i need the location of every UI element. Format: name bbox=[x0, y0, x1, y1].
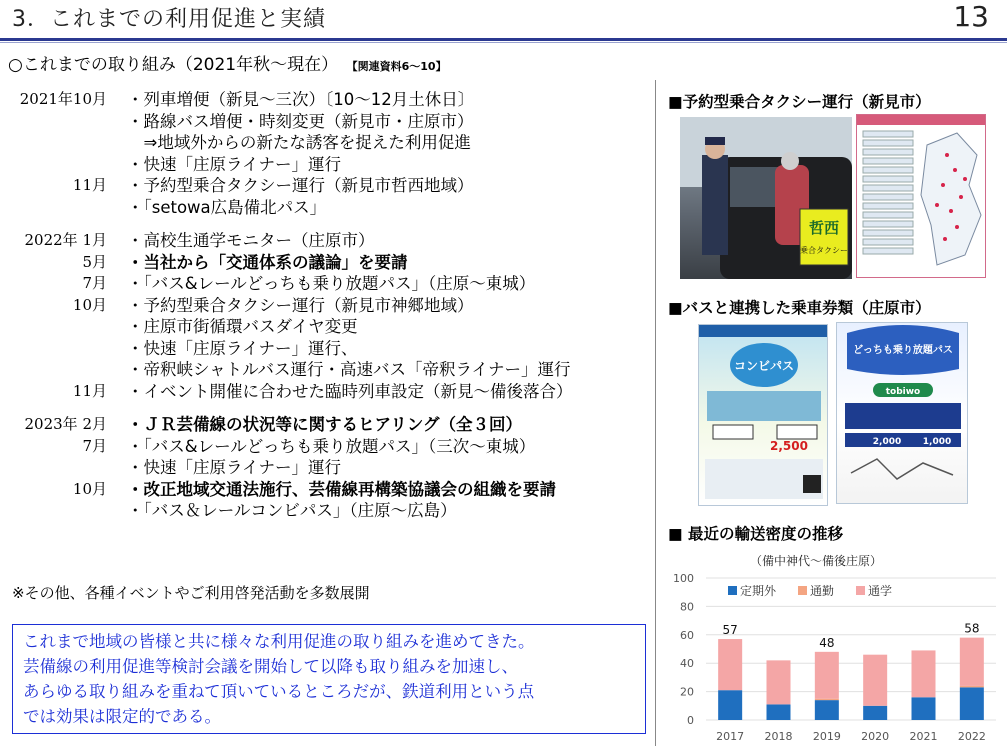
chart-section-title: ■ 最近の輸送密度の推移 bbox=[668, 525, 844, 543]
bar-segment-定期外 bbox=[815, 700, 839, 720]
y-tick-label: 20 bbox=[680, 685, 694, 699]
timeline-date: 2023年 2月 bbox=[24, 415, 107, 433]
timeline-row bbox=[12, 227, 652, 249]
both-ways-pass-flyer bbox=[836, 322, 968, 504]
timeline-date: 11月 bbox=[72, 176, 107, 194]
page-title: 3．これまでの利用促進と実績 bbox=[12, 7, 326, 32]
timeline-item-text: ⇒地域外からの新たな誘客を捉えた利用促進 bbox=[127, 133, 471, 152]
ridership-chart bbox=[666, 548, 1006, 746]
timeline-row bbox=[12, 249, 652, 271]
x-tick-label: 2022 bbox=[957, 730, 986, 743]
timeline-row bbox=[12, 270, 652, 292]
timeline-date: 2021年10月 bbox=[19, 90, 107, 108]
timeline-item-text: ・「バス＆レールコンビパス」（庄原～広島） bbox=[127, 501, 457, 520]
bar-segment-通勤 bbox=[960, 686, 984, 687]
taxi-sign-text: 哲西 bbox=[808, 219, 840, 237]
timeline-row bbox=[12, 129, 652, 151]
service-area-map bbox=[857, 115, 986, 278]
timeline-item-text: ・快速「庄原ライナー」運行、 bbox=[127, 338, 358, 358]
timeline-item-text: ・快速「庄原ライナー」運行 bbox=[127, 458, 342, 477]
legend-swatch bbox=[728, 586, 737, 595]
timeline-list bbox=[12, 86, 652, 519]
both-ways-price-adult: 2,000 bbox=[872, 437, 902, 447]
y-tick-label: 0 bbox=[687, 714, 694, 727]
bar-segment-定期外 bbox=[863, 706, 887, 720]
bar-segment-定期外 bbox=[960, 687, 984, 720]
summary-line: では効果は限定的である。 bbox=[23, 707, 221, 726]
timeline-item-text: ・当社から「交通体系の議論」を要請 bbox=[127, 252, 408, 272]
both-ways-pass-name: どっちも乗り放題パス bbox=[853, 345, 953, 356]
y-tick-label: 80 bbox=[680, 600, 694, 614]
x-tick-label: 2019 bbox=[812, 730, 841, 743]
summary-box bbox=[12, 624, 646, 734]
combi-pass-flyer bbox=[698, 324, 828, 506]
y-tick-label: 40 bbox=[680, 657, 694, 671]
bar-segment-通学 bbox=[863, 655, 887, 706]
timeline-date: 5月 bbox=[82, 252, 107, 271]
timeline-date: 11月 bbox=[72, 381, 107, 400]
x-tick-label: 2017 bbox=[716, 730, 745, 743]
combi-pass-illustration bbox=[699, 325, 828, 506]
subtitle-text: ○これまでの取り組み（2021年秋～現在） bbox=[8, 55, 339, 75]
timeline-row bbox=[12, 476, 652, 498]
bar-data-label: 57 bbox=[722, 623, 738, 638]
slide-header bbox=[0, 0, 1007, 38]
timeline-row bbox=[12, 433, 652, 455]
timeline-date: 7月 bbox=[82, 274, 107, 292]
summary-line: あらゆる取り組みを重ねて頂いているところだが、鉄道利用という点 bbox=[23, 682, 535, 701]
legend-label: 通勤 bbox=[810, 584, 835, 598]
combi-pass-price: 2,500 bbox=[770, 439, 808, 453]
timeline-row bbox=[12, 292, 652, 314]
y-tick-label: 60 bbox=[680, 628, 694, 642]
timeline-date: 7月 bbox=[82, 436, 107, 455]
both-ways-pass-illustration bbox=[837, 323, 968, 504]
timeline-row bbox=[12, 108, 652, 130]
bar-segment-定期外 bbox=[912, 697, 936, 720]
timeline-row bbox=[12, 356, 652, 378]
bar-segment-定期外 bbox=[767, 704, 791, 720]
summary-line: これまで地域の皆様と共に様々な利用促進の取り組みを進めてきた。 bbox=[23, 632, 535, 651]
timeline-item-text: ・帝釈峡シャトルバス運行・高速バス「帝釈ライナー」運行 bbox=[127, 360, 571, 379]
taxi-photo-illustration bbox=[680, 117, 852, 279]
bar-segment-通勤 bbox=[815, 699, 839, 700]
timeline-item-text: ・快速「庄原ライナー」運行 bbox=[127, 154, 342, 174]
timeline-item-text: ・高校生通学モニター（庄原市） bbox=[127, 231, 375, 250]
bar-data-label: 48 bbox=[819, 635, 835, 650]
bar-segment-通学 bbox=[815, 652, 839, 699]
timeline-item-text: ・イベント開催に合わせた臨時列車設定（新見～備後落合） bbox=[127, 381, 573, 401]
bar-segment-定期外 bbox=[718, 690, 742, 720]
ticket-section-title: ■バスと連携した乗車券類（庄原市） bbox=[668, 299, 931, 317]
timeline-row bbox=[12, 313, 652, 335]
timeline-row bbox=[12, 378, 652, 400]
timeline-item-text: ・路線バス増便・時刻変更（新見市・庄原市） bbox=[127, 111, 474, 131]
x-tick-label: 2021 bbox=[909, 730, 938, 743]
tobiwo-label: tobiwo bbox=[885, 387, 921, 397]
timeline-row bbox=[12, 411, 652, 433]
legend-swatch bbox=[856, 586, 865, 595]
header-rule bbox=[0, 38, 1007, 41]
legend-label: 通学 bbox=[868, 584, 893, 598]
bar-segment-通学 bbox=[718, 639, 742, 690]
summary-line: 芸備線の利用促進等検討会議を開始して以降も取り組みを加速し、 bbox=[23, 657, 518, 676]
timeline-row bbox=[12, 86, 652, 108]
timeline-row bbox=[12, 151, 652, 173]
section-subtitle bbox=[8, 50, 447, 75]
timeline-row bbox=[12, 497, 652, 519]
x-tick-label: 2018 bbox=[764, 730, 793, 743]
timeline-item-text: ・ＪＲ芸備線の状況等に関するヒアリング（全３回） bbox=[127, 415, 523, 434]
taxi-photo bbox=[680, 117, 852, 279]
timeline-item-text: ・予約型乗合タクシー運行（新見市神郷地域） bbox=[127, 295, 474, 315]
column-divider bbox=[655, 80, 656, 746]
timeline-item-text: ・列車増便（新見～三次）〔10～12月土休日〕 bbox=[127, 90, 475, 109]
legend-label: 定期外 bbox=[740, 584, 777, 598]
x-tick-label: 2020 bbox=[861, 730, 890, 743]
timeline-item-text: ・予約型乗合タクシー運行（新見市哲西地域） bbox=[127, 176, 474, 195]
timeline-item-text: ・改正地域交通法施行、芸備線再構築協議会の組織を要請 bbox=[127, 479, 556, 499]
timeline-row bbox=[12, 335, 652, 357]
page-number: 13 bbox=[953, 0, 989, 33]
legend-swatch bbox=[798, 586, 807, 595]
bar-data-label: 58 bbox=[964, 621, 980, 636]
other-activities-note: ※その他、各種イベントやご利用啓発活動を多数展開 bbox=[12, 584, 370, 602]
chart-title: （備中神代～備後庄原） bbox=[749, 554, 883, 568]
timeline-row bbox=[12, 172, 652, 194]
timeline-date: 2022年 1月 bbox=[24, 231, 107, 249]
timeline-gap bbox=[12, 215, 652, 227]
both-ways-price-child: 1,000 bbox=[922, 437, 952, 447]
timeline-row bbox=[12, 454, 652, 476]
ridership-chart-svg bbox=[666, 548, 1006, 746]
taxi-sign-subtext: 乗合タクシー bbox=[800, 246, 848, 255]
reference-note: 【関連資料6～10】 bbox=[352, 60, 447, 73]
timeline-date: 10月 bbox=[72, 295, 107, 314]
header-rule-thin bbox=[0, 42, 1007, 43]
y-tick-label: 100 bbox=[673, 572, 694, 585]
taxi-service-map bbox=[856, 114, 986, 278]
combi-pass-name: コンビパス bbox=[733, 359, 795, 373]
timeline-row bbox=[12, 194, 652, 216]
bar-segment-通学 bbox=[960, 638, 984, 686]
taxi-section-title: ■予約型乗合タクシー運行（新見市） bbox=[668, 93, 931, 111]
timeline-item-text: ・「バス&レールどっちも乗り放題パス」（庄原～東城） bbox=[127, 274, 536, 293]
bar-segment-通学 bbox=[912, 650, 936, 697]
timeline-item-text: ・「setowa広島備北パス」 bbox=[127, 197, 327, 217]
timeline-item-text: ・庄原市街循環バスダイヤ変更 bbox=[127, 317, 358, 336]
timeline-date: 10月 bbox=[72, 479, 107, 498]
timeline-item-text: ・「バス&レールどっちも乗り放題パス」（三次～東城） bbox=[127, 436, 536, 456]
bar-segment-通学 bbox=[767, 660, 791, 704]
